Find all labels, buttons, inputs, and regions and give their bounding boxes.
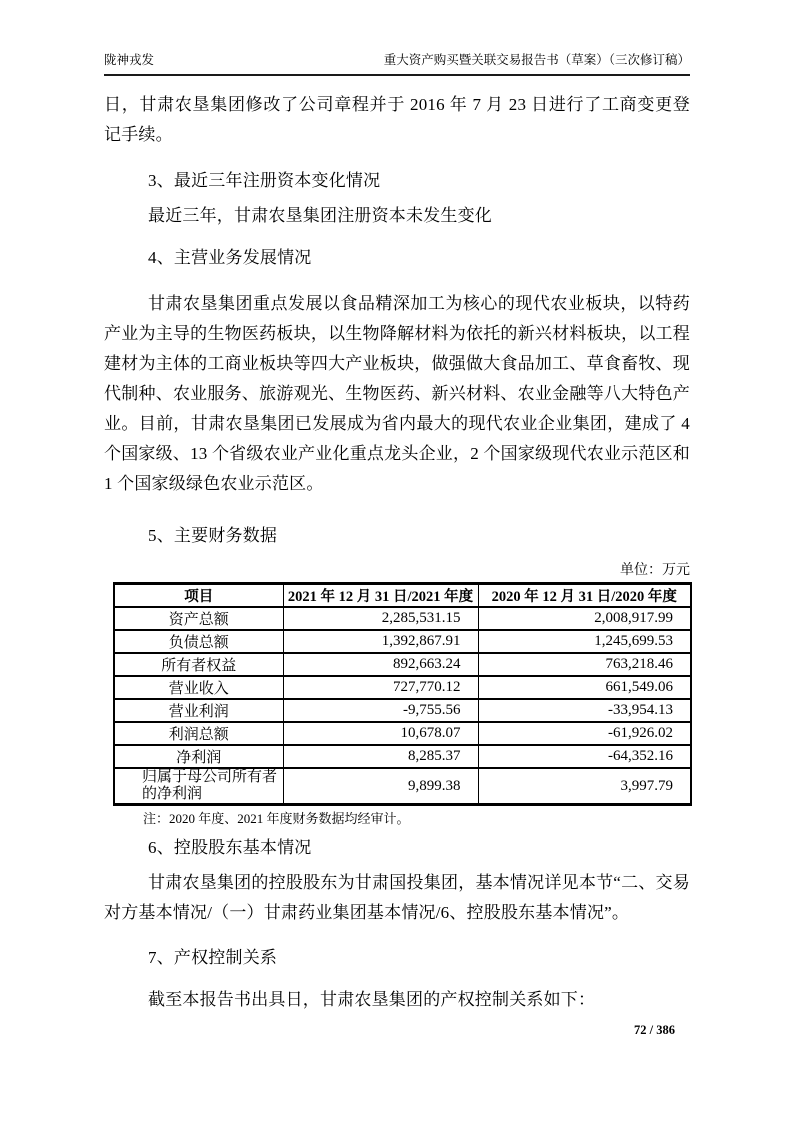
table-row bbox=[114, 630, 691, 653]
row-label: 利润总额 bbox=[114, 722, 283, 745]
table-row bbox=[114, 653, 691, 676]
value-2020: -64,352.16 bbox=[478, 745, 691, 768]
value-2021: -9,755.56 bbox=[283, 699, 478, 722]
section-7-heading: 7、产权控制关系 bbox=[148, 948, 278, 967]
table-note: 注：2020 年度、2021 年度财务数据均经审计。 bbox=[143, 811, 410, 826]
value-2020: -33,954.13 bbox=[478, 699, 691, 722]
section-7-paragraph: 截至本报告书出具日，甘肃农垦集团的产权控制关系如下： bbox=[148, 990, 596, 1009]
table-row bbox=[114, 607, 691, 630]
header-report-title: 重大资产购买暨关联交易报告书（草案）（三次修订稿） bbox=[383, 53, 690, 67]
value-2020: 1,245,699.53 bbox=[478, 630, 691, 653]
section-3-text: 最近三年，甘肃农垦集团注册资本未发生变化 bbox=[148, 206, 492, 225]
unit-label: 单位：万元 bbox=[620, 563, 690, 578]
value-2020: 2,008,917.99 bbox=[478, 607, 691, 630]
value-2021: 8,285.37 bbox=[283, 745, 478, 768]
section-4-paragraph: 甘肃农垦集团重点发展以食品精深加工为核心的现代农业板块，以特药产业为主导的生物医药板块，以生物降解材料为依托的新兴材料板块，以工程建材为主体的工商业板块等四大产业板块，做强做大食品加工、草食畜牧、现代制种、农业服务、旅游观光、生物医药、新兴材料、农业金融等八大特色产业。目前，甘肃农垦集团已发展成为省内最大的现代农业企业集团，建成了 4 个国家级、13 个省级农业产业化重点龙头企业，2 个国家级现代农业示范区和 1 个国家级绿色农业示范区。 bbox=[104, 294, 690, 493]
value-2020: 661,549.06 bbox=[478, 676, 691, 699]
financial-table bbox=[113, 582, 692, 806]
row-label: 负债总额 bbox=[114, 630, 283, 653]
doc-header bbox=[104, 52, 690, 76]
page-content bbox=[104, 52, 690, 1015]
table-header-2021: 2021 年 12 月 31 日/2021 年度 bbox=[283, 584, 478, 608]
table-row bbox=[114, 699, 691, 722]
row-label: 净利润 bbox=[114, 745, 283, 768]
value-2021: 727,770.12 bbox=[283, 676, 478, 699]
section-3-heading: 3、最近三年注册资本变化情况 bbox=[148, 171, 381, 190]
row-label: 归属于母公司所有者的净利润 bbox=[114, 768, 283, 805]
value-2021: 9,899.38 bbox=[283, 768, 478, 805]
continuation-paragraph: 日，甘肃农垦集团修改了公司章程并于 2016 年 7 月 23 日进行了工商变更登记手续。 bbox=[104, 95, 690, 144]
value-2021: 892,663.24 bbox=[283, 653, 478, 676]
row-label: 营业利润 bbox=[114, 699, 283, 722]
section-4-heading: 4、主营业务发展情况 bbox=[148, 248, 312, 267]
table-row bbox=[114, 676, 691, 699]
table-row bbox=[114, 722, 691, 745]
section-6-paragraph: 甘肃农垦集团的控股股东为甘肃国投集团，基本情况详见本节“二、交易对方基本情况/（一）甘肃药业集团基本情况/6、控股股东基本情况”。 bbox=[104, 873, 690, 922]
table-row bbox=[114, 768, 691, 805]
value-2021: 1,392,867.91 bbox=[283, 630, 478, 653]
table-header-item: 项目 bbox=[114, 584, 283, 608]
value-2020: -61,926.02 bbox=[478, 722, 691, 745]
value-2021: 10,678.07 bbox=[283, 722, 478, 745]
table-header-2020: 2020 年 12 月 31 日/2020 年度 bbox=[478, 584, 691, 608]
section-6-heading: 6、控股股东基本情况 bbox=[148, 838, 312, 857]
row-label: 营业收入 bbox=[114, 676, 283, 699]
row-label: 资产总额 bbox=[114, 607, 283, 630]
value-2021: 2,285,531.15 bbox=[283, 607, 478, 630]
section-5-heading: 5、主要财务数据 bbox=[148, 526, 278, 545]
table-row bbox=[114, 745, 691, 768]
table-header-row bbox=[114, 584, 691, 608]
value-2020: 3,997.79 bbox=[478, 768, 691, 805]
header-company-name: 陇神戎发 bbox=[104, 53, 155, 67]
row-label: 所有者权益 bbox=[114, 653, 283, 676]
value-2020: 763,218.46 bbox=[478, 653, 691, 676]
page-number: 72 / 386 bbox=[634, 1023, 675, 1037]
